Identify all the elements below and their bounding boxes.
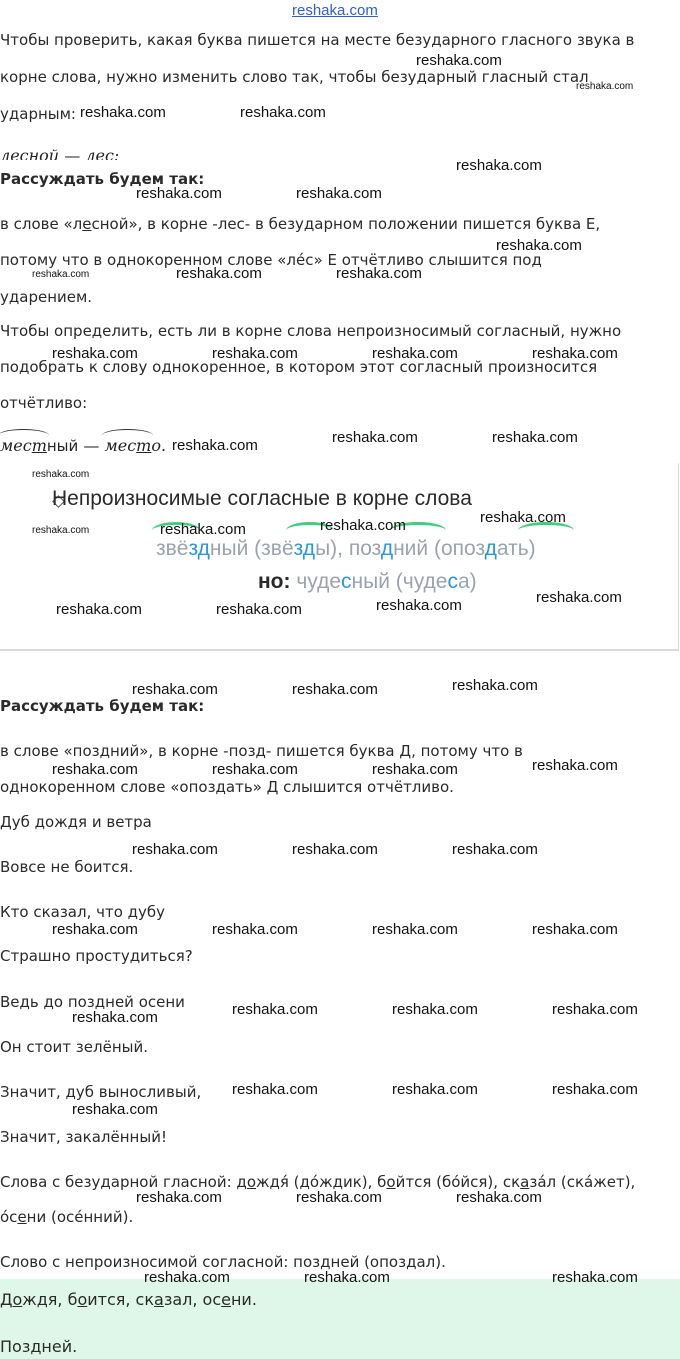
watermark: reshaka.com — [336, 265, 422, 282]
watermark: reshaka.com — [416, 52, 502, 69]
hl-letter: д — [484, 537, 497, 560]
watermark: reshaka.com — [480, 509, 566, 526]
reason-heading-2: Рассуждать будем так: — [0, 697, 205, 715]
watermark: reshaka.com — [32, 525, 90, 536]
marked-letter: о — [77, 1290, 88, 1309]
poem-line: Дуб дождя и ветра — [0, 813, 152, 831]
rule2-line-3: отчётливо: — [0, 394, 88, 412]
root-word: лес — [85, 146, 114, 160]
word-ending: ной — [28, 146, 60, 160]
example-mest — [0, 436, 166, 455]
watermark: reshaka.com — [52, 761, 138, 778]
marked-letter: е — [17, 1208, 27, 1226]
watermark: reshaka.com — [376, 597, 462, 614]
text: ал). — [416, 1253, 446, 1271]
marked-letter: д — [320, 1253, 331, 1271]
intro-line-2: корне слова, нужно изменить слово так, чтобы безударный гласный стал — [0, 68, 589, 86]
watermark: reshaka.com — [72, 1101, 158, 1118]
text: чуде — [290, 570, 342, 593]
root-word: лес — [0, 146, 29, 160]
marked-letter: д — [406, 1253, 417, 1271]
text: в слове «поз — [0, 742, 100, 760]
watermark: reshaka.com — [456, 1189, 542, 1206]
watermark: reshaka.com — [452, 677, 538, 694]
watermark: reshaka.com — [136, 1189, 222, 1206]
hl-letter: д — [380, 537, 394, 560]
watermark: reshaka.com — [32, 269, 90, 280]
intro-line-1: Чтобы проверить, какая буква пишется на месте безударного гласного звука в — [0, 31, 635, 49]
watermark: reshaka.com — [72, 1009, 158, 1026]
text: сной», в корне -лес- в безударном положении пишется буква Е, — [91, 215, 601, 233]
watermark: reshaka.com — [32, 469, 90, 480]
text: ный (чуде — [351, 570, 448, 593]
poem-line: Ведь до поздней осени — [0, 993, 185, 1011]
text: мес — [0, 436, 32, 455]
watermark: reshaka.com — [492, 429, 578, 446]
watermark: reshaka.com — [532, 757, 618, 774]
watermark: reshaka.com — [372, 921, 458, 938]
marked-letter: е — [82, 215, 92, 233]
watermark: reshaka.com — [52, 345, 138, 362]
answer-line-2 — [0, 1337, 77, 1357]
watermark: reshaka.com — [532, 921, 618, 938]
hl-letter: с — [341, 570, 352, 593]
text: а) — [457, 570, 477, 593]
watermark: reshaka.com — [144, 1269, 230, 1286]
watermark: reshaka.com — [392, 1001, 478, 1018]
hl-letter: д — [197, 537, 210, 560]
watermark: reshaka.com — [80, 104, 166, 121]
text: ится, ск — [87, 1290, 155, 1309]
hl-letter: з — [188, 537, 198, 560]
text: звё — [156, 537, 189, 560]
watermark: reshaka.com — [452, 841, 538, 858]
text: за́л (ска́жет), — [529, 1173, 636, 1191]
marked-letter: д — [99, 742, 110, 760]
root-arc-1 — [0, 146, 29, 160]
summary-line-2 — [0, 1207, 133, 1227]
marked-letter: т — [136, 436, 152, 455]
watermark: reshaka.com — [212, 761, 298, 778]
watermark: reshaka.com — [52, 921, 138, 938]
rule-card-title: Непроизносимые согласные в корне слова — [52, 487, 472, 510]
poem-line: Значит, дуб выносливый, — [0, 1083, 202, 1101]
marked-letter: о — [386, 1173, 396, 1191]
marked-letter: о — [12, 1290, 23, 1309]
poem-line: Значит, закалённый! — [0, 1128, 167, 1146]
dash: — — [64, 146, 81, 160]
watermark: reshaka.com — [576, 81, 634, 92]
watermark: reshaka.com — [172, 437, 258, 454]
rule-example-line-1 — [156, 537, 536, 561]
poem-line: Он стоит зелёный. — [0, 1038, 148, 1056]
word-ending: о. — [151, 436, 167, 455]
watermark: reshaka.com — [232, 1081, 318, 1098]
hl-letter: с — [447, 570, 458, 593]
watermark: reshaka.com — [552, 1269, 638, 1286]
watermark: reshaka.com — [296, 1189, 382, 1206]
marked-letter: т — [31, 436, 47, 455]
watermark: reshaka.com — [212, 921, 298, 938]
watermark: reshaka.com — [304, 1269, 390, 1286]
watermark: reshaka.com — [332, 429, 418, 446]
watermark: reshaka.com — [372, 761, 458, 778]
reason2-line-2: однокоренном слове «опоздать» Д слышится отчётливо. — [0, 778, 454, 796]
root-arc-3 — [0, 436, 47, 455]
text: ний», в корне -позд- пишется буква Д, потому что в — [109, 742, 523, 760]
text: мес — [104, 436, 137, 455]
but-label: но: — [258, 570, 291, 593]
text: ни. — [230, 1290, 257, 1309]
marked-letter: д — [30, 1337, 42, 1356]
watermark: reshaka.com — [240, 104, 326, 121]
answer-line-1 — [0, 1290, 257, 1310]
text: в слове «л — [0, 215, 83, 233]
watermark: reshaka.com — [456, 157, 542, 174]
text: ней (опоз — [330, 1253, 407, 1271]
reason1-line-1 — [0, 214, 600, 234]
watermark: reshaka.com — [296, 185, 382, 202]
text: ждя, б — [22, 1290, 78, 1309]
marked-letter: а — [154, 1290, 164, 1309]
marked-letter: а — [520, 1173, 530, 1191]
hl-letter: з — [293, 537, 303, 560]
watermark: reshaka.com — [532, 345, 618, 362]
watermark: reshaka.com — [536, 589, 622, 606]
text: Поз — [0, 1337, 31, 1356]
reason2-line-1 — [0, 741, 523, 761]
text: зал, ос — [163, 1290, 222, 1309]
reason1-line-2: потому что в однокоренном слове «ле́с» Е отчётливо слышится под — [0, 251, 542, 269]
root-arc-2 — [85, 146, 114, 160]
text: о́с — [0, 1208, 18, 1226]
poem-line: Вовсе не боится. — [0, 858, 134, 876]
text: ный (звё — [209, 537, 294, 560]
text: Слова с безударной гласной: д — [0, 1173, 247, 1191]
watermark: reshaka.com — [552, 1001, 638, 1018]
dash: — — [83, 436, 100, 455]
reason-heading-1: Рассуждать будем так: — [0, 170, 205, 188]
watermark: reshaka.com — [292, 841, 378, 858]
word-ending: ный — [46, 437, 79, 455]
watermark: reshaka.com — [372, 345, 458, 362]
text: ы), поз — [315, 537, 381, 560]
text: ждя́ (до́ждик), б — [256, 1173, 387, 1191]
watermark: reshaka.com — [292, 681, 378, 698]
text: ать) — [496, 537, 536, 560]
watermark: reshaka.com — [392, 1081, 478, 1098]
text: ний (опоз — [393, 537, 485, 560]
rule2-line-1: Чтобы определить, есть ли в корне слова непроизносимый согласный, нужно — [0, 322, 622, 340]
text: Слово с непроизносимой согласной: поз — [0, 1253, 321, 1271]
watermark: reshaka.com — [552, 1081, 638, 1098]
rule-example-line-2 — [258, 570, 477, 594]
watermark: reshaka.com — [496, 237, 582, 254]
poem-line: Кто сказал, что дубу — [0, 903, 166, 921]
text: ни (осе́нний). — [26, 1208, 134, 1226]
watermark: reshaka.com — [212, 345, 298, 362]
text: ней. — [41, 1337, 78, 1356]
example-les — [0, 146, 119, 160]
text: Д — [0, 1290, 13, 1309]
watermark: reshaka.com — [132, 841, 218, 858]
watermark: reshaka.com — [320, 517, 406, 534]
marked-letter: о — [246, 1173, 256, 1191]
marked-letter: е — [221, 1290, 231, 1309]
intro-line-3: ударным: — [0, 105, 76, 123]
punct: : — [113, 146, 120, 160]
rule2-line-2: подобрать к слову однокоренное, в котором этот согласный произносится — [0, 358, 598, 376]
watermark: reshaka.com — [160, 521, 246, 538]
watermark: reshaka.com — [136, 185, 222, 202]
watermark: reshaka.com — [132, 681, 218, 698]
watermark: reshaka.com — [216, 601, 302, 618]
watermark: reshaka.com — [232, 1001, 318, 1018]
reason1-line-3: ударением. — [0, 288, 93, 306]
poem-line: Страшно простудиться? — [0, 947, 193, 965]
text: йтся (бо́йся), ск — [395, 1173, 521, 1191]
hl-letter: д — [302, 537, 316, 560]
root-arc-4 — [104, 436, 151, 455]
watermark: reshaka.com — [176, 265, 262, 282]
site-link[interactable]: reshaka.com — [292, 2, 378, 19]
watermark: reshaka.com — [56, 601, 142, 618]
